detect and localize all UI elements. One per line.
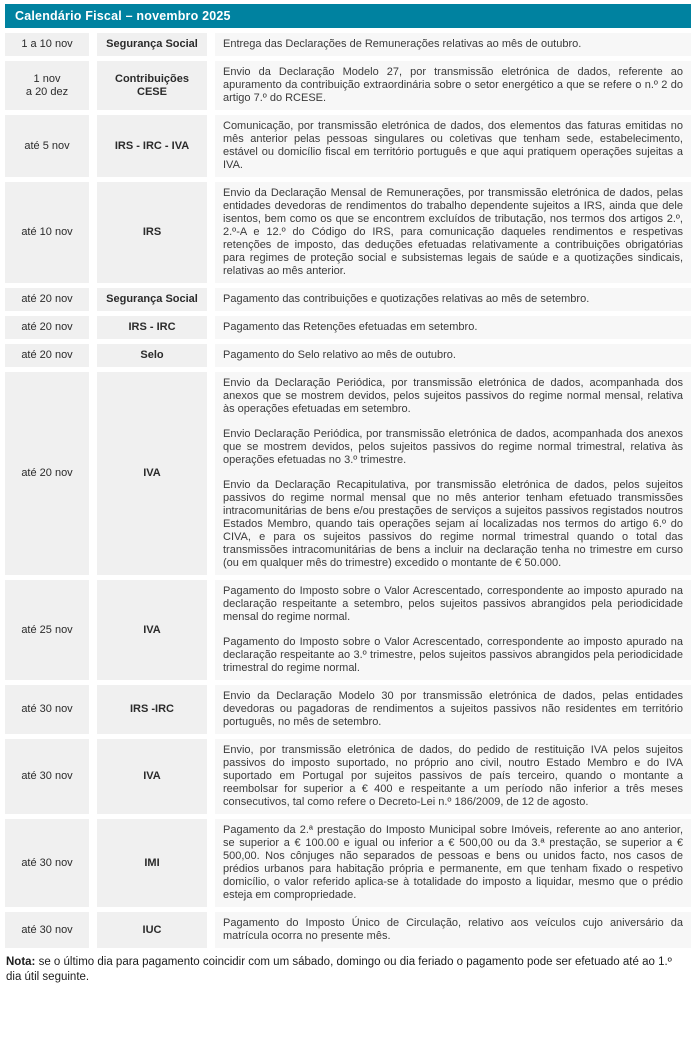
table-row (5, 912, 691, 948)
category-cell: IRS - IRC - IVA (97, 115, 207, 177)
category-cell: IVA (97, 580, 207, 680)
description-cell (215, 115, 691, 177)
date-line: até 20 nov (21, 293, 73, 305)
date-line: 1 nov (33, 72, 61, 85)
date-line: até 10 nov (21, 226, 73, 238)
date-cell (5, 316, 89, 339)
footnote (6, 955, 690, 985)
description-cell (215, 372, 691, 575)
table-row (5, 288, 691, 311)
category-cell: Segurança Social (97, 33, 207, 56)
date-line: até 25 nov (21, 623, 73, 636)
description-cell (215, 33, 691, 56)
date-cell (5, 344, 89, 367)
date-line: até 20 nov (21, 321, 73, 333)
date-cell (5, 912, 89, 948)
description-cell (215, 61, 691, 110)
date-cell (5, 115, 89, 177)
date-cell (5, 288, 89, 311)
description-paragraph: Envio, por transmissão eletrónica de dados, do pedido de restituição IVA pelos sujeitos passivos do imposto suportado, no próprio ano civil, noutro Estado Membro e do IVA suportado em Portugal por sujeitos passivos de país terceiro, quando o montante a reembolsar for superior a € 400 e respeitante a um período não inferior a três meses consecutivos, tal como refere o Decreto-Lei n.º 186/2009, de 12 de agosto. (223, 744, 683, 808)
category-cell: IVA (97, 739, 207, 814)
description-paragraph: Entrega das Declarações de Remunerações relativas ao mês de outubro. (223, 38, 582, 50)
date-line: até 30 nov (21, 923, 73, 936)
category-cell: Selo (97, 344, 207, 367)
date-line: até 30 nov (21, 770, 73, 782)
footnote-label: Nota: (6, 956, 36, 968)
date-cell (5, 739, 89, 814)
description-cell (215, 580, 691, 680)
category-cell: IRS -IRC (97, 685, 207, 734)
fiscal-table (5, 33, 691, 948)
date-cell (5, 819, 89, 907)
description-paragraph: Pagamento da 2.ª prestação do Imposto Municipal sobre Imóveis, referente ao ano anterior, se superior a € 100.00 e igual ou inferior a € 500,00 ou da 3.ª prestação, se superior a € 500,00. Nos cônjuges não separados de pessoas e bens ou unidos facto, nos casos de prédios urbanos para habitação própria e permanente, em que tenham fixado o respetivo domicílio, o valor referido aplica-se à totalidade do imposto a liquidar, mesmo que o prédio esteja em compropriedade. (223, 824, 683, 901)
table-row (5, 115, 691, 177)
category-cell: IVA (97, 372, 207, 575)
category-cell: Contribuições CESE (97, 61, 207, 110)
description-paragraph: Envio da Declaração Periódica, por transmissão eletrónica de dados, acompanhada dos anexos que se mostrem devidos, pelos sujeitos passivos do regime normal mensal, relativa às operações efetuadas em setembro. (223, 377, 683, 415)
description-paragraph: Pagamento do Imposto Único de Circulação, relativo aos veículos cujo aniversário da matrícula ocorra no presente mês. (223, 917, 683, 942)
description-paragraph: Envio da Declaração Mensal de Remunerações, por transmissão eletrónica de dados, pelas entidades devedoras de rendimentos do trabalho dependente sujeitos a IRS, ainda que dele isentos, bem como os que se encontrem excluídos de tributação, nos termos dos artigos 2.º, 2.º-A e 12.º do Código do IRS, para comunicação daqueles rendimentos e respetivas retenções de imposto, das deduções efetuadas relativamente a contribuições obrigatórias para regimes de proteção social e subsistemas legais de saúde e a quotizações sindicais, relativas ao mês anterior. (223, 187, 683, 277)
table-row (5, 819, 691, 907)
calendar-title-bar (5, 4, 691, 28)
description-paragraph: Pagamento das contribuições e quotizações relativas ao mês de setembro. (223, 293, 590, 305)
table-row (5, 739, 691, 814)
table-row (5, 33, 691, 56)
date-line: até 30 nov (21, 856, 73, 869)
description-paragraph: Pagamento das Retenções efetuadas em setembro. (223, 321, 478, 333)
category-cell: IRS - IRC (97, 316, 207, 339)
date-cell (5, 182, 89, 283)
description-cell (215, 288, 691, 311)
table-row (5, 316, 691, 339)
date-line: até 5 nov (24, 139, 70, 152)
description-paragraph: Envio da Declaração Modelo 30 por transmissão eletrónica de dados, pelas entidades devedoras ou pagadoras de rendimentos a sujeitos passivos não residentes em território português, no mês de setembro. (223, 690, 683, 728)
description-paragraph: Pagamento do Selo relativo ao mês de outubro. (223, 349, 456, 361)
table-row (5, 580, 691, 680)
date-line: até 30 nov (21, 703, 73, 715)
description-paragraph: Envio Declaração Periódica, por transmissão eletrónica de dados, acompanhada dos anexos que se mostrem devidos, pelos sujeitos passivos do regime normal trimestral, relativa às operações efetuadas no 3.º trimestre. (223, 428, 683, 466)
table-row (5, 182, 691, 283)
description-paragraph: Pagamento do Imposto sobre o Valor Acrescentado, correspondente ao imposto apurado na declaração respeitante a setembro, pelos sujeitos passivos abrangidos pela periodicidade mensal do regime normal. (223, 585, 683, 623)
footnote-text: se o último dia para pagamento coincidir com um sábado, domingo ou dia feriado o pagamento pode ser efetuado até ao 1.º dia útil seguinte. (6, 956, 672, 983)
category-cell: IRS (97, 182, 207, 283)
description-cell (215, 912, 691, 948)
description-cell (215, 182, 691, 283)
description-paragraph: Pagamento do Imposto sobre o Valor Acrescentado, correspondente ao imposto apurado na declaração respeitante ao 3.º trimestre, pelos sujeitos passivos abrangidos pela periodicidade trimestral do regime normal. (223, 636, 683, 674)
page-title: Calendário Fiscal – novembro 2025 (15, 9, 231, 23)
description-paragraph: Comunicação, por transmissão eletrónica de dados, dos elementos das faturas emitidas no mês anterior pelas pessoas singulares ou coletivas que tenham sede, estabelecimento, estável ou domicílio fiscal em território português e que aqui pratiquem operações sujeitas a IVA. (223, 120, 683, 171)
table-row (5, 61, 691, 110)
date-line: até 20 nov (21, 349, 73, 361)
date-cell (5, 372, 89, 575)
description-cell (215, 316, 691, 339)
description-cell (215, 685, 691, 734)
category-cell: IUC (97, 912, 207, 948)
date-line: a 20 dez (25, 85, 69, 98)
description-paragraph: Envio da Declaração Modelo 27, por transmissão eletrónica de dados, referente ao apuramento da contribuição extraordinária sobre o setor energético a que se refere o n.º 2 do artigo 7.º do RCESE. (223, 66, 683, 104)
date-cell (5, 61, 89, 110)
date-cell (5, 685, 89, 734)
description-paragraph: Envio da Declaração Recapitulativa, por transmissão eletrónica de dados, pelos sujeitos passivos do regime normal mensal que no mês anterior tenham efetuado transmissões intracomunitárias de bens e/ou prestações de serviços a sujeitos passivos registados noutros Estados Membro, quando tais operações sejam aí localizadas nos termos do artigo 6.º do CIVA, e para os sujeitos passivos do regime normal trimestral quando o total das transmissões intracomunitárias de bens a incluir na declaração tenha no trimestre em curso (ou em qualquer mês do trimestre) excedido o montante de € 50.000. (223, 479, 683, 569)
date-line: até 20 nov (21, 467, 73, 479)
category-cell: Segurança Social (97, 288, 207, 311)
category-cell: IMI (97, 819, 207, 907)
description-cell (215, 819, 691, 907)
table-row (5, 685, 691, 734)
table-row (5, 344, 691, 367)
date-cell (5, 33, 89, 56)
description-cell (215, 344, 691, 367)
date-cell (5, 580, 89, 680)
table-row (5, 372, 691, 575)
date-line: 1 a 10 nov (21, 38, 73, 50)
description-cell (215, 739, 691, 814)
